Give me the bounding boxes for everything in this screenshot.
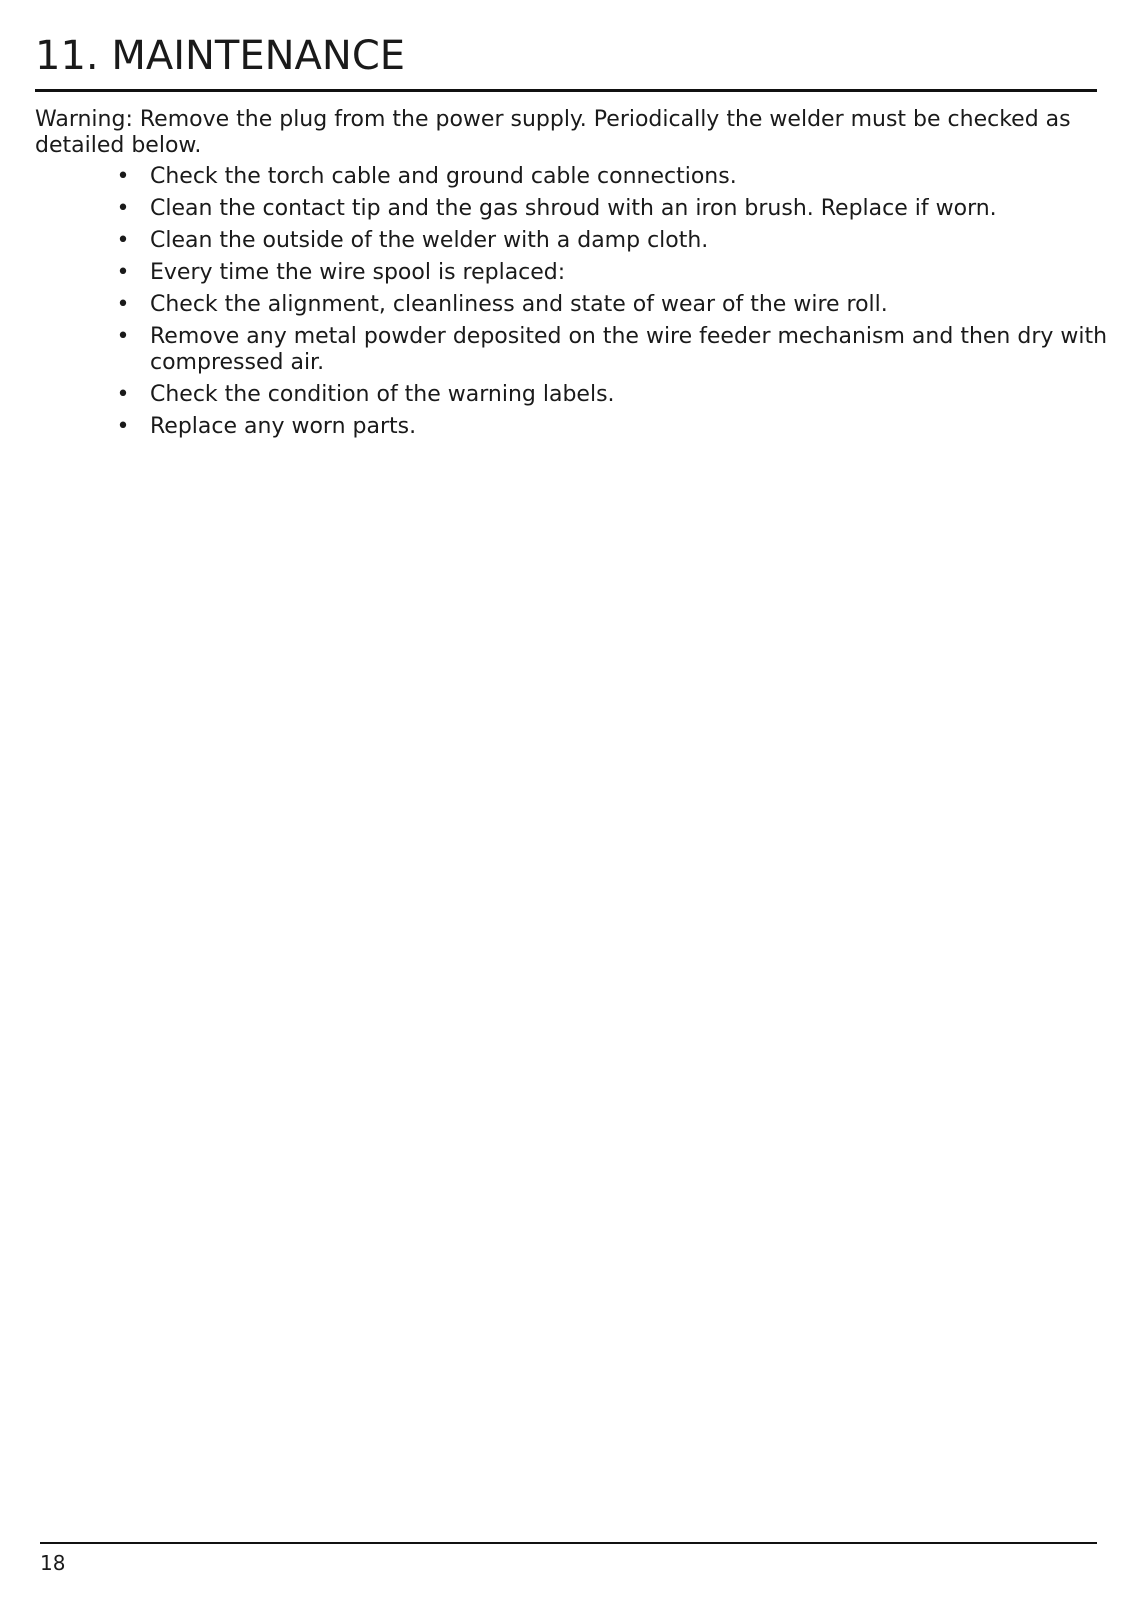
list-item (35, 382, 1115, 408)
list-item (35, 196, 1115, 222)
bullet-icon: • (116, 324, 130, 349)
list-item-text: Check the alignment, cleanliness and state of wear of the wire roll. (150, 292, 888, 317)
list-item-text: Remove any metal powder deposited on the wire feeder mechanism and then dry with compressed air. (150, 324, 1108, 375)
list-item (35, 260, 1115, 286)
page-number: 18 (40, 1551, 66, 1575)
list-item-text: Every time the wire spool is replaced: (150, 260, 566, 285)
warning-paragraph: Warning: Remove the plug from the power supply. Periodically the welder must be checked as detailed below. (35, 107, 1071, 158)
bullet-icon: • (116, 414, 130, 439)
bullet-icon: • (116, 382, 130, 407)
list-item-text: Check the torch cable and ground cable connections. (150, 164, 737, 189)
maintenance-checklist (35, 164, 1115, 446)
title-divider (35, 89, 1097, 92)
list-item (35, 164, 1115, 190)
bullet-icon: • (116, 228, 130, 253)
bullet-icon: • (116, 164, 130, 189)
bullet-icon: • (116, 260, 130, 285)
page-title: 11. MAINTENANCE (35, 33, 406, 79)
list-item (35, 324, 1115, 376)
list-item (35, 414, 1115, 440)
list-item (35, 228, 1115, 254)
footer-divider (40, 1542, 1097, 1544)
list-item-text: Replace any worn parts. (150, 414, 417, 439)
list-item (35, 292, 1115, 318)
bullet-icon: • (116, 292, 130, 317)
list-item-text: Clean the outside of the welder with a damp cloth. (150, 228, 709, 253)
list-item-text: Clean the contact tip and the gas shroud with an iron brush. Replace if worn. (150, 196, 997, 221)
list-item-text: Check the condition of the warning labels. (150, 382, 615, 407)
bullet-icon: • (116, 196, 130, 221)
